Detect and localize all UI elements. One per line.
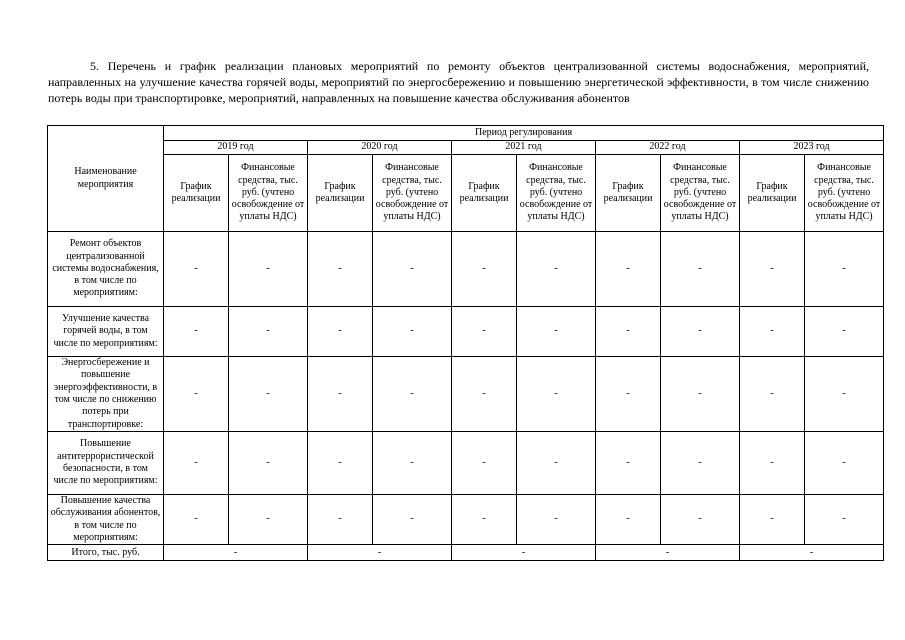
finance-subheader: Финансовые средства, тыс. руб. (учтено освобождение от уплаты НДС) (517, 155, 596, 232)
row-name: Повышение антитеррористической безопасности, в том числе по мероприятиям: (48, 432, 164, 495)
table-row (48, 357, 884, 432)
table-cell: - (517, 307, 596, 357)
table-cell: - (517, 357, 596, 432)
finance-subheader: Финансовые средства, тыс. руб. (учтено освобождение от уплаты НДС) (805, 155, 884, 232)
table-cell: - (740, 495, 805, 545)
year-header-2019: 2019 год (164, 141, 308, 155)
header-row-period (48, 126, 884, 141)
table-cell: - (661, 357, 740, 432)
table-cell: - (740, 357, 805, 432)
table-cell: - (229, 432, 308, 495)
table-cell: - (596, 495, 661, 545)
table-cell: - (452, 357, 517, 432)
table-cell: - (229, 307, 308, 357)
finance-subheader: Финансовые средства, тыс. руб. (учтено освобождение от уплаты НДС) (229, 155, 308, 232)
schedule-subheader: График реализации (740, 155, 805, 232)
name-column-header: Наименование мероприятия (48, 126, 164, 232)
table-cell: - (229, 232, 308, 307)
table-cell: - (517, 432, 596, 495)
table-cell: - (308, 432, 373, 495)
table-cell: - (517, 232, 596, 307)
schedule-subheader: График реализации (308, 155, 373, 232)
finance-subheader: Финансовые средства, тыс. руб. (учтено освобождение от уплаты НДС) (373, 155, 452, 232)
total-cell-2020: - (308, 545, 452, 561)
total-label: Итого, тыс. руб. (48, 545, 164, 561)
table-cell: - (596, 432, 661, 495)
table-cell: - (661, 232, 740, 307)
table-cell: - (164, 432, 229, 495)
table-cell: - (373, 357, 452, 432)
table-cell: - (740, 432, 805, 495)
row-name: Энергосбережение и повышение энергоэффективности, в том числе по снижению потерь при транспортировке: (48, 357, 164, 432)
table-cell: - (596, 307, 661, 357)
table-cell: - (452, 495, 517, 545)
table-cell: - (308, 232, 373, 307)
table-cell: - (596, 357, 661, 432)
year-header-2020: 2020 год (308, 141, 452, 155)
table-cell: - (373, 495, 452, 545)
year-header-2023: 2023 год (740, 141, 884, 155)
table-row (48, 432, 884, 495)
header-row-subheaders (48, 155, 884, 232)
table-cell: - (805, 495, 884, 545)
table-cell: - (452, 232, 517, 307)
table-cell: - (308, 357, 373, 432)
table-cell: - (452, 432, 517, 495)
year-header-2021: 2021 год (452, 141, 596, 155)
table-cell: - (308, 495, 373, 545)
total-row (48, 545, 884, 561)
table-cell: - (805, 307, 884, 357)
table-cell: - (596, 232, 661, 307)
total-cell-2023: - (740, 545, 884, 561)
schedule-subheader: График реализации (596, 155, 661, 232)
table-cell: - (661, 307, 740, 357)
table-cell: - (373, 232, 452, 307)
total-cell-2022: - (596, 545, 740, 561)
total-cell-2021: - (452, 545, 596, 561)
schedule-subheader: График реализации (164, 155, 229, 232)
table-row (48, 307, 884, 357)
table-cell: - (452, 307, 517, 357)
table-cell: - (164, 495, 229, 545)
row-name: Повышение качества обслуживания абонентов, в том числе по мероприятиям: (48, 495, 164, 545)
finance-subheader: Финансовые средства, тыс. руб. (учтено освобождение от уплаты НДС) (661, 155, 740, 232)
table-cell: - (308, 307, 373, 357)
year-header-2022: 2022 год (596, 141, 740, 155)
table-cell: - (229, 495, 308, 545)
table-cell: - (805, 232, 884, 307)
row-name: Ремонт объектов централизованной системы водоснабжения, в том числе по мероприятиям: (48, 232, 164, 307)
table-cell: - (517, 495, 596, 545)
total-cell-2019: - (164, 545, 308, 561)
table-cell: - (164, 307, 229, 357)
table-cell: - (740, 232, 805, 307)
schedule-subheader: График реализации (452, 155, 517, 232)
header-row-years (48, 141, 884, 155)
row-name: Улучшение качества горячей воды, в том числе по мероприятиям: (48, 307, 164, 357)
table-cell: - (373, 307, 452, 357)
table-row (48, 232, 884, 307)
table-cell: - (740, 307, 805, 357)
table-cell: - (661, 495, 740, 545)
section-heading (48, 58, 869, 106)
table-cell: - (661, 432, 740, 495)
plan-table (47, 125, 884, 561)
period-header: Период регулирования (164, 126, 884, 141)
table-cell: - (164, 357, 229, 432)
table-cell: - (805, 357, 884, 432)
table-cell: - (229, 357, 308, 432)
table-cell: - (805, 432, 884, 495)
section-heading-text: 5. Перечень и график реализации плановых мероприятий по ремонту объектов централизованной системы водоснабжения, мероприятий, направленных на улучшение качества горячей воды, мероприятий по энергосбережению и повышению энергетической эффективности, в том числе снижению потерь воды при транспортировке, мероприятий, направленных на повышение качества обслуживания абонентов (48, 59, 869, 105)
table-cell: - (164, 232, 229, 307)
table-row (48, 495, 884, 545)
table-cell: - (373, 432, 452, 495)
